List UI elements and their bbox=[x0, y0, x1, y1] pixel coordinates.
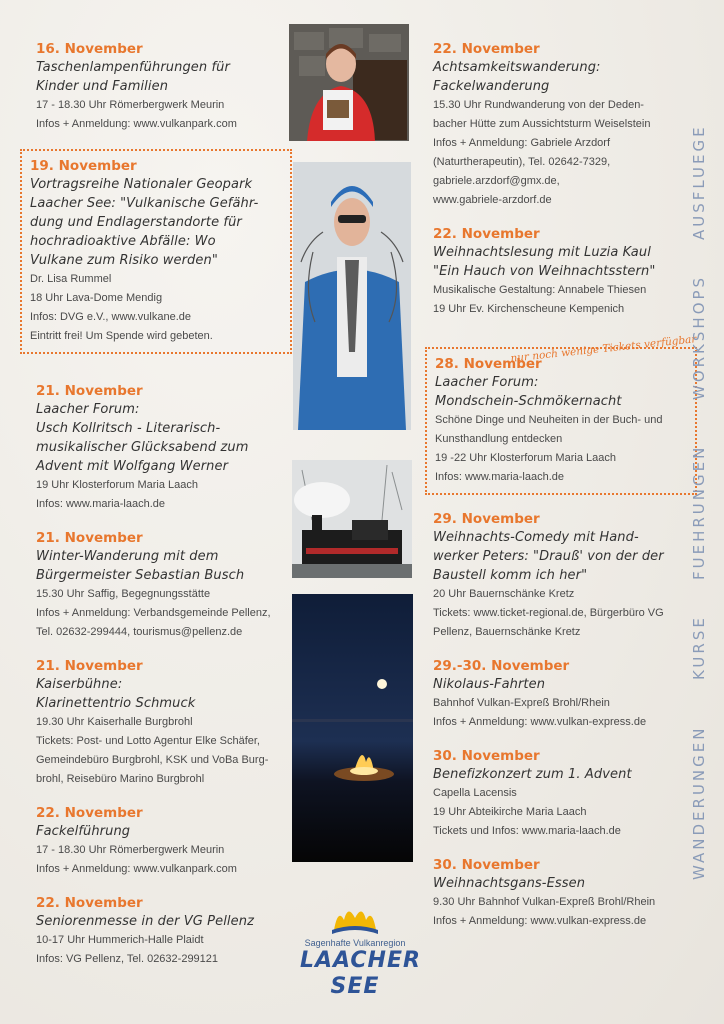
event-detail: bacher Hütte zum Aussichtsturm Weiselstein bbox=[433, 118, 651, 130]
event-detail: Infos: DVG e.V., www.vulkane.de bbox=[30, 311, 192, 323]
event-title-line: Taschenlampenführungen für bbox=[36, 60, 230, 75]
event-detail: Gemeindebüro Burgbrohl, KSK und VoBa Burg- bbox=[36, 754, 269, 766]
event-date: 29.-30. November bbox=[433, 658, 570, 674]
event-date: 21. November bbox=[36, 383, 143, 399]
event-date: 30. November bbox=[433, 748, 540, 764]
event-detail: 17 - 18.30 Uhr Römerbergwerk Meurin bbox=[36, 844, 225, 856]
event-item bbox=[433, 40, 695, 210]
event-item-highlighted bbox=[425, 347, 697, 495]
event-item bbox=[36, 40, 286, 134]
event-title-line: Weihnachtslesung mit Luzia Kaul bbox=[433, 245, 651, 260]
event-detail: 19 Uhr Abteikirche Maria Laach bbox=[433, 806, 587, 818]
event-detail: 10-17 Uhr Hummerich-Halle Plaidt bbox=[36, 934, 204, 946]
sidebar-label-fuehrungen: FUEHRUNGEN bbox=[690, 444, 708, 580]
event-title-line: dung und Endlagerstandorte für bbox=[30, 215, 242, 230]
event-detail: Infos + Anmeldung: www.vulkan-express.de bbox=[433, 915, 647, 927]
logo-subtitle: Sagenhafte Vulkanregion bbox=[304, 938, 406, 948]
event-detail: Infos: VG Pellenz, Tel. 02632-299121 bbox=[36, 953, 219, 965]
event-title-line: "Ein Hauch von Weihnachtsstern" bbox=[433, 264, 656, 279]
photo-steam-train bbox=[292, 460, 412, 578]
event-title-line: Fackelführung bbox=[36, 824, 131, 839]
event-detail: Schöne Dinge und Neuheiten in der Buch- und bbox=[435, 414, 663, 426]
event-title-line: Laacher Forum: bbox=[435, 375, 539, 390]
event-item bbox=[433, 225, 695, 319]
event-date: 22. November bbox=[36, 805, 143, 821]
event-detail: 15.30 Uhr Rundwanderung von der Deden- bbox=[433, 99, 644, 111]
sidebar-label-kurse: KURSE bbox=[690, 615, 708, 680]
event-detail: Musikalische Gestaltung: Annabele Thiesen bbox=[433, 284, 647, 296]
event-detail: gabriele.arzdorf@gmx.de, bbox=[433, 175, 560, 187]
event-date: 22. November bbox=[36, 895, 143, 911]
tickets-note: nur noch wenige Tickets verfügbar bbox=[509, 333, 697, 365]
event-title-line: musikalischer Glücksabend zum bbox=[36, 440, 249, 455]
laacher-see-logo bbox=[300, 900, 421, 999]
event-title-line: Usch Kollritsch - Literarisch- bbox=[36, 421, 221, 436]
logo-crown-icon bbox=[330, 900, 380, 936]
event-detail: www.gabriele-arzdorf.de bbox=[433, 194, 552, 206]
event-item bbox=[36, 529, 286, 642]
event-date: 22. November bbox=[433, 41, 540, 57]
event-detail: 18 Uhr Lava-Dome Mendig bbox=[30, 292, 163, 304]
event-title-line: Nikolaus-Fahrten bbox=[433, 677, 546, 692]
event-title-line: Benefizkonzert zum 1. Advent bbox=[433, 767, 632, 782]
event-detail: brohl, Reisebüro Marino Burgbrohl bbox=[36, 773, 205, 785]
event-detail: (Naturtherapeutin), Tel. 02642-7329, bbox=[433, 156, 611, 168]
event-detail: 19 Uhr Klosterforum Maria Laach bbox=[36, 479, 199, 491]
event-date: 21. November bbox=[36, 530, 143, 546]
event-title-line: werker Peters: "Drauß' von der der bbox=[433, 549, 664, 564]
event-date: 19. November bbox=[30, 158, 137, 174]
event-detail: Infos + Anmeldung: www.vulkanpark.com bbox=[36, 863, 237, 875]
event-item bbox=[433, 510, 695, 642]
photo-woman-with-book bbox=[289, 24, 409, 141]
event-item-highlighted bbox=[20, 149, 292, 354]
event-title-line: Seniorenmesse in der VG Pellenz bbox=[36, 914, 255, 929]
event-title-line: Advent mit Wolfgang Werner bbox=[36, 459, 229, 474]
event-title-line: Mondschein-Schmökernacht bbox=[435, 394, 622, 409]
event-item bbox=[433, 657, 695, 732]
event-title-line: hochradioaktive Abfälle: Wo bbox=[30, 234, 216, 249]
event-item bbox=[36, 657, 286, 789]
sidebar-label-ausfluege: AUSFLUEGE bbox=[690, 124, 708, 240]
event-title-line: Kaiserbühne: bbox=[36, 677, 123, 692]
event-detail: 19 -22 Uhr Klosterforum Maria Laach bbox=[435, 452, 616, 464]
event-title-line: Baustell komm ich her" bbox=[433, 568, 588, 583]
event-date: 16. November bbox=[36, 41, 143, 57]
event-title-line: Kinder und Familien bbox=[36, 79, 169, 94]
right-column bbox=[433, 40, 695, 946]
category-sidebar bbox=[690, 110, 720, 890]
event-title-line: Klarinettentrio Schmuck bbox=[36, 696, 196, 711]
event-detail: 19.30 Uhr Kaiserhalle Burgbrohl bbox=[36, 716, 193, 728]
event-detail: Dr. Lisa Rummel bbox=[30, 273, 112, 285]
logo-name: LAACHER SEE bbox=[300, 948, 421, 999]
event-detail: 15.30 Uhr Saffig, Begegnungsstätte bbox=[36, 588, 211, 600]
event-item bbox=[433, 747, 695, 841]
event-date: 22. November bbox=[433, 226, 540, 242]
event-title-line: Weihnachtsgans-Essen bbox=[433, 876, 586, 891]
event-title-line: Winter-Wanderung mit dem bbox=[36, 549, 219, 564]
photo-moonlit-fire bbox=[292, 594, 413, 862]
event-date: 28. November bbox=[435, 356, 542, 372]
event-detail: Eintritt frei! Um Spende wird gebeten. bbox=[30, 330, 213, 342]
event-detail: Infos: www.maria-laach.de bbox=[36, 498, 165, 510]
event-detail: Tickets: Post- und Lotto Agentur Elke Schäfer, bbox=[36, 735, 260, 747]
event-title-line: Laacher Forum: bbox=[36, 402, 140, 417]
event-detail: Infos + Anmeldung: Verbandsgemeinde Pellenz, bbox=[36, 607, 271, 619]
event-detail: Infos + Anmeldung: www.vulkanpark.com bbox=[36, 118, 237, 130]
event-detail: Infos: www.maria-laach.de bbox=[435, 471, 564, 483]
event-detail: Bahnhof Vulkan-Expreß Brohl/Rhein bbox=[433, 697, 610, 709]
event-date: 30. November bbox=[433, 857, 540, 873]
event-detail: Kunsthandlung entdecken bbox=[435, 433, 563, 445]
sidebar-label-workshops: WORKSHOPS bbox=[690, 274, 708, 400]
event-detail: Tickets: www.ticket-regional.de, Bürgerbüro VG bbox=[433, 607, 664, 619]
event-date: 21. November bbox=[36, 658, 143, 674]
event-title-line: Weihnachts-Comedy mit Hand- bbox=[433, 530, 639, 545]
event-date: 29. November bbox=[433, 511, 540, 527]
event-detail: Infos + Anmeldung: www.vulkan-express.de bbox=[433, 716, 647, 728]
event-detail: 9.30 Uhr Bahnhof Vulkan-Expreß Brohl/Rhein bbox=[433, 896, 656, 908]
event-title-line: Fackelwanderung bbox=[433, 79, 550, 94]
event-item bbox=[36, 382, 286, 514]
event-title-line: Vulkane zum Risiko werden" bbox=[30, 253, 218, 268]
event-title-line: Laacher See: "Vulkanische Gefähr- bbox=[30, 196, 259, 211]
event-detail: Pellenz, Bauernschänke Kretz bbox=[433, 626, 581, 638]
event-detail: Tickets und Infos: www.maria-laach.de bbox=[433, 825, 621, 837]
event-detail: Infos + Anmeldung: Gabriele Arzdorf bbox=[433, 137, 611, 149]
event-title-line: Bürgermeister Sebastian Busch bbox=[36, 568, 245, 583]
event-detail: 19 Uhr Ev. Kirchenscheune Kempenich bbox=[433, 303, 625, 315]
photo-man-in-blue-helmet bbox=[293, 162, 411, 430]
event-detail: 20 Uhr Bauernschänke Kretz bbox=[433, 588, 575, 600]
event-detail: Tel. 02632-299444, tourismus@pellenz.de bbox=[36, 626, 243, 638]
event-title-line: Achtsamkeitswanderung: bbox=[433, 60, 601, 75]
event-detail: 17 - 18.30 Uhr Römerbergwerk Meurin bbox=[36, 99, 225, 111]
event-item bbox=[36, 804, 286, 879]
event-title-line: Vortragsreihe Nationaler Geopark bbox=[30, 177, 253, 192]
event-detail: Capella Lacensis bbox=[433, 787, 517, 799]
event-item bbox=[36, 894, 286, 969]
sidebar-label-wanderungen: WANDERUNGEN bbox=[690, 725, 708, 880]
left-column bbox=[30, 40, 286, 984]
event-item bbox=[433, 856, 695, 931]
